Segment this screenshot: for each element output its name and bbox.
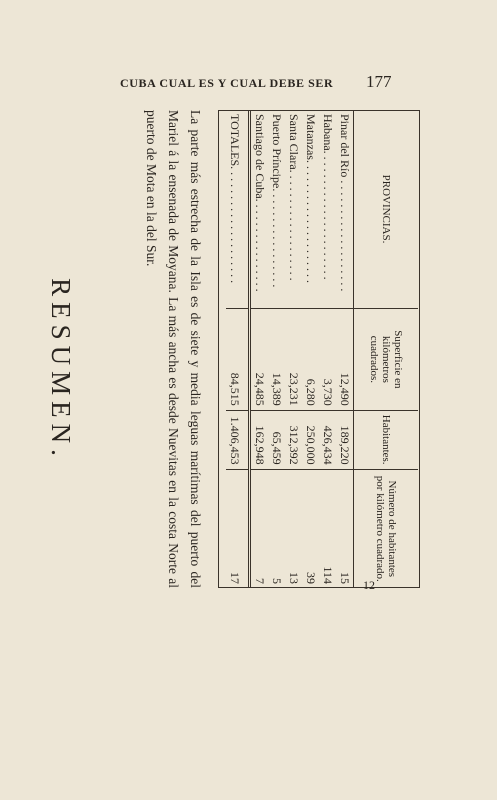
table-cell: 189,220 — [336, 410, 354, 469]
table-cell: 65,459 — [268, 410, 285, 469]
table-cell: 114 — [319, 469, 336, 588]
table-cell: 312,392 — [285, 410, 302, 469]
totals-cell: 84,515 — [226, 309, 250, 411]
table-cell: 426,434 — [319, 410, 336, 469]
totals-cell: TOTALES. . . . . . . . . . . . . . . . . . . . — [226, 110, 250, 309]
table-row — [268, 110, 285, 588]
province-name: Puerto Príncipe. . . . . . . . . . . . . . . . . — [270, 114, 284, 288]
landscape-block — [20, 100, 420, 640]
province-name: Santa Clara. . . . . . . . . . . . . . . . . . . — [287, 114, 301, 281]
table-cell: 5 — [268, 469, 285, 588]
province-name: Pinar del Río . . . . . . . . . . . . . . . . . . . — [338, 114, 352, 292]
col-header-area: Superficie en kilómetros cuadrados. — [354, 309, 419, 411]
col-header-provinces: PROVINCIAS. — [354, 110, 419, 309]
province-name: Santiago de Cuba. . . . . . . . . . . . . . . . — [253, 114, 267, 292]
table-row — [336, 110, 354, 588]
table-cell: 24,485 — [250, 309, 269, 411]
table-cell: 13 — [285, 469, 302, 588]
totals-cell: 1.406,453 — [226, 410, 250, 469]
table-cell: 14,389 — [268, 309, 285, 411]
table-row — [285, 110, 302, 588]
page-header — [0, 72, 497, 96]
table-cell: 12,490 — [336, 309, 354, 411]
totals-cell: 17 — [226, 469, 250, 588]
table-row — [250, 110, 269, 588]
page-number: 177 — [366, 72, 392, 91]
province-name: Matanzas. . . . . . . . . . . . . . . . . . . . . — [304, 114, 318, 283]
totals-row — [226, 110, 250, 588]
table-row — [302, 110, 319, 588]
table-cell: 250,000 — [302, 410, 319, 469]
col-header-density: Número de habitantes por kilómetro cuadrado. — [354, 469, 419, 588]
table-cell: 162,948 — [250, 410, 269, 469]
col-header-population: Habitantes. — [354, 410, 419, 469]
body-paragraph: La parte más estrecha de la Isla es de siete y media leguas marítimas del puerto del Mariel á la ensenada de Moyana. La más ancha es desde Nuevitas en la costa Norte al puerto de Mota en la del Sur. — [144, 110, 203, 588]
table-cell: 7 — [250, 469, 269, 588]
table-cell: 39 — [302, 469, 319, 588]
table-cell: 6,280 — [302, 309, 319, 411]
table-cell: 15 — [336, 469, 354, 588]
page-title: RESUMEN. — [46, 278, 76, 462]
table-row — [319, 110, 336, 588]
running-title: CUBA CUAL ES Y CUAL DEBE SER — [120, 76, 334, 90]
table-cell: 23,231 — [285, 309, 302, 411]
table-cell: 3,730 — [319, 309, 336, 411]
signature-mark: 12 — [363, 578, 375, 592]
summary-table — [226, 110, 418, 588]
province-name: Habana. . . . . . . . . . . . . . . . . . . . . . — [321, 114, 335, 280]
rotated-content — [20, 100, 420, 640]
